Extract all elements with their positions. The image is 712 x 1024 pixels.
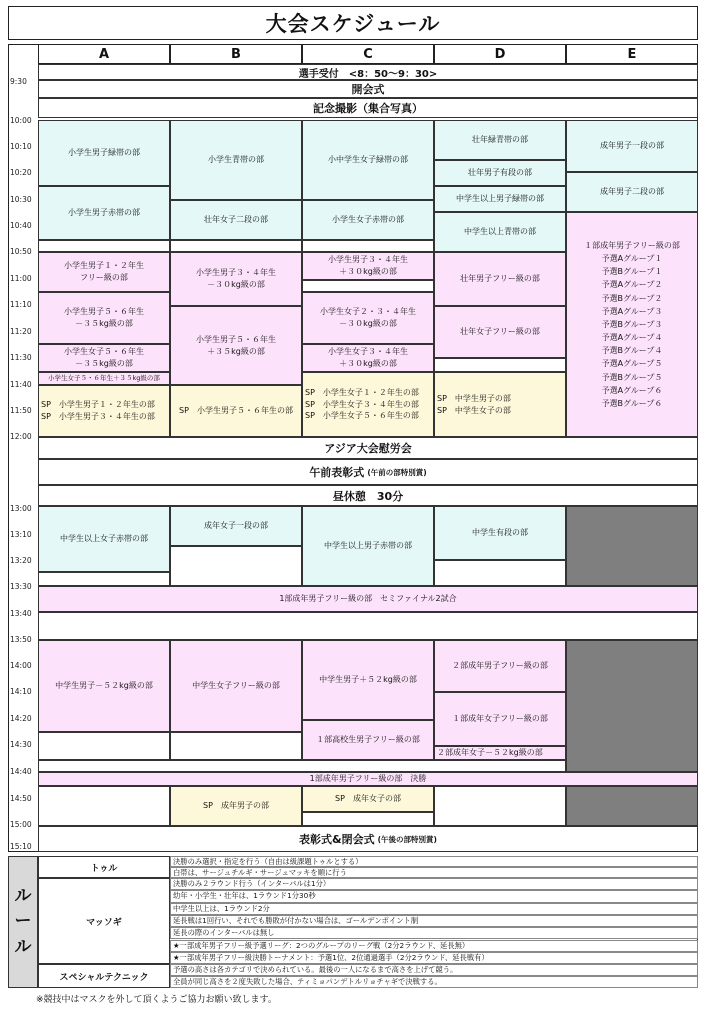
event-cell: SP 小学生男子１・２年生の部 SP 小学生男子３・４年生の部	[38, 385, 170, 437]
footer-note: ※競技中はマスクを外して頂くようご協力お願い致します。	[36, 995, 277, 1005]
time-label: 11:10	[10, 300, 32, 309]
event-cell: SP 中学生男子の部 SP 中学生女子の部	[434, 372, 566, 437]
column-header-a: A	[38, 44, 170, 64]
event-cell: SP 小学生男子５・６年生の部	[170, 385, 302, 437]
time-label: 13:40	[10, 609, 32, 618]
time-label: 13:30	[10, 582, 32, 591]
rule-line: 幼年・小学生・壮年は、1ラウンド1分30秒	[170, 890, 698, 902]
event-cell: 小学生男子３・４年生 ＋３０kg級の部	[302, 252, 434, 280]
event-cell: 中学生以上男子緑帯の部	[434, 186, 566, 212]
event-cell: 小学生男子５・６年生 －３５kg級の部	[38, 292, 170, 344]
unused-slot	[566, 640, 698, 772]
event-cell: SP 成年男子の部	[170, 786, 302, 826]
rules-label: ル ー ル	[8, 856, 38, 988]
event-cell: 小中学生女子緑帯の部	[302, 120, 434, 200]
event-cell: 壮年女子二段の部	[170, 200, 302, 240]
event-cell: 小学生青帯の部	[170, 120, 302, 200]
time-label: 14:10	[10, 687, 32, 696]
time-label: 13:10	[10, 530, 32, 539]
time-label: 9:30	[10, 77, 27, 86]
event-cell: 成年男子二段の部	[566, 172, 698, 212]
column-header-b: B	[170, 44, 302, 64]
unused-slot	[566, 786, 698, 826]
time-label: 14:30	[10, 740, 32, 749]
time-label: 13:50	[10, 635, 32, 644]
closing-note: (午後の部特別賞)	[377, 834, 437, 844]
event-cell: 小学生男子緑帯の部	[38, 120, 170, 186]
event-cell: 壮年男子フリー級の部	[434, 252, 566, 306]
empty-cell	[170, 240, 302, 252]
empty-cell	[434, 358, 566, 372]
time-label: 15:10	[10, 842, 32, 851]
event-cell: 成年女子一段の部	[170, 506, 302, 546]
event-cell: 小学生男子５・６年生 ＋３５kg級の部	[170, 306, 302, 385]
time-label: 10:00	[10, 116, 32, 125]
event-cell: 中学生女子フリー級の部	[170, 640, 302, 732]
time-label: 10:40	[10, 221, 32, 230]
event-cell: 小学生女子５・６年生 －３５kg級の部	[38, 344, 170, 372]
empty-cell	[302, 240, 434, 252]
empty-cell	[38, 572, 170, 586]
rule-line: 中学生以上は、1ラウンド2分	[170, 903, 698, 915]
event-cell: ２部成年女子－５２kg級の部	[434, 746, 566, 760]
event-cell: 中学生有段の部	[434, 506, 566, 560]
event-cell: SP 成年女子の部	[302, 786, 434, 812]
empty-cell	[38, 732, 170, 760]
final-band: 1部成年男子フリー級の部 決勝	[38, 772, 698, 786]
time-label: 15:00	[10, 820, 32, 829]
empty-cell	[302, 812, 434, 826]
rule-line: ★一部成年男子フリー級予選リーグ：2つのグループのリーグ戦（2分2ラウンド、延長無）	[170, 940, 698, 952]
time-label: 13:20	[10, 556, 32, 565]
semifinal-band: 1部成年男子フリー級の部 セミファイナル2試合	[38, 586, 698, 612]
rules-category-massogi: マッソギ	[38, 878, 170, 964]
event-cell: 小学生男子１・２年生 フリー級の部	[38, 252, 170, 292]
empty-cell	[434, 560, 566, 586]
event-cell: 中学生以上男子赤帯の部	[302, 506, 434, 586]
morning-award-band	[38, 459, 698, 485]
rule-line: 予選の高さは各カテゴリで決められている。最後の一人になるまで高さを上げて競う。	[170, 964, 698, 976]
event-cell: ２部成年男子フリー級の部	[434, 640, 566, 692]
event-cell: 小学生女子５・６年生＋３５kg級の部	[38, 372, 170, 385]
column-header-d: D	[434, 44, 566, 64]
event-cell: 小学生女子３・４年生 ＋３０kg級の部	[302, 344, 434, 372]
empty-row	[38, 612, 698, 640]
rules-category-tul: トゥル	[38, 856, 170, 878]
empty-cell	[38, 240, 170, 252]
event-cell: 小学生女子赤帯の部	[302, 200, 434, 240]
time-label: 14:50	[10, 794, 32, 803]
event-cell: １部成年男子フリー級の部 予選Aグループ１ 予選Bグループ１ 予選Aグループ２ 予選Bグループ２ 予選Aグループ３ 予選Bグループ３ 予選Aグループ４ 予選Bグループ４ 予選Aグループ５ 予選Bグループ５ 予選Aグループ６ 予選Bグループ６	[566, 212, 698, 437]
empty-cell	[170, 732, 302, 760]
time-label: 10:10	[10, 142, 32, 151]
rules-category-special: スペシャルテクニック	[38, 964, 170, 988]
empty-cell	[38, 786, 170, 826]
column-header-e: E	[566, 44, 698, 64]
opening-band: 開会式	[38, 80, 698, 98]
empty-cell	[170, 546, 302, 586]
page-title: 大会スケジュール	[8, 6, 698, 40]
time-label: 11:40	[10, 380, 32, 389]
unused-slot	[566, 506, 698, 586]
event-cell: 壮年緑青帯の部	[434, 120, 566, 160]
time-label: 12:00	[10, 432, 32, 441]
event-cell: 壮年女子フリー級の部	[434, 306, 566, 358]
morning-award-note: (午前の部特別賞)	[367, 467, 427, 477]
empty-cell	[434, 786, 566, 826]
rule-line: 決勝のみ選択・指定を行う（自由は級課題トゥルとする）	[170, 856, 698, 867]
lunch-band: 昼休憩 30分	[38, 485, 698, 506]
event-cell: 中学生以上女子赤帯の部	[38, 506, 170, 572]
closing-title: 表彰式&閉会式	[299, 833, 375, 846]
rule-line: ★一部成年男子フリー級決勝トーナメント：予選1位、2位通過選手（2分2ラウンド、延長戦有）	[170, 952, 698, 964]
rule-line: 延長戦は1回行い、それでも勝敗が付かない場合は、ゴールデンポイント制	[170, 915, 698, 927]
reception-band: 選手受付 <8：50～9：30>	[38, 64, 698, 80]
time-label: 14:00	[10, 661, 32, 670]
time-label: 13:00	[10, 504, 32, 513]
time-label: 10:30	[10, 195, 32, 204]
event-cell: SP 小学生女子１・２年生の部 SP 小学生女子３・４年生の部 SP 小学生女子５・６年生の部	[302, 372, 434, 437]
event-cell: １部高校生男子フリー級の部	[302, 720, 434, 760]
event-cell: 小学生女子２・３・４年生 －３０kg級の部	[302, 292, 434, 344]
time-label: 11:50	[10, 406, 32, 415]
column-header-c: C	[302, 44, 434, 64]
empty-row	[38, 760, 566, 772]
event-cell: １部成年女子フリー級の部	[434, 692, 566, 746]
closing-band	[38, 826, 698, 852]
time-label: 11:30	[10, 353, 32, 362]
event-cell: 中学生男子＋５２kg級の部	[302, 640, 434, 720]
rule-line: 白帯は、サージュチルギ・サージュマッキを順に行う	[170, 867, 698, 878]
time-label: 11:00	[10, 274, 32, 283]
morning-award-title: 午前表彰式	[309, 466, 365, 479]
event-cell: 中学生男子－５２kg級の部	[38, 640, 170, 732]
time-label: 10:50	[10, 247, 32, 256]
event-cell: 中学生以上青帯の部	[434, 212, 566, 252]
empty-cell	[302, 280, 434, 292]
time-label: 14:20	[10, 714, 32, 723]
rule-line: 延長の際のインターバルは無し	[170, 927, 698, 939]
rule-line: 全員が同じ高さを２度失敗した場合、ティミョパンデトルリョチャギで決戦する。	[170, 976, 698, 988]
event-cell: 壮年男子有段の部	[434, 160, 566, 186]
rule-line: 決勝のみ２ラウンド行う（インターバルは1分）	[170, 878, 698, 890]
time-label: 10:20	[10, 168, 32, 177]
asia-band: アジア大会慰労会	[38, 437, 698, 459]
time-label: 11:20	[10, 327, 32, 336]
time-label: 14:40	[10, 767, 32, 776]
photo-band: 記念撮影（集合写真）	[38, 98, 698, 118]
event-cell: 小学生男子３・４年生 －３０kg級の部	[170, 252, 302, 306]
event-cell: 小学生男子赤帯の部	[38, 186, 170, 240]
event-cell: 成年男子一段の部	[566, 120, 698, 172]
